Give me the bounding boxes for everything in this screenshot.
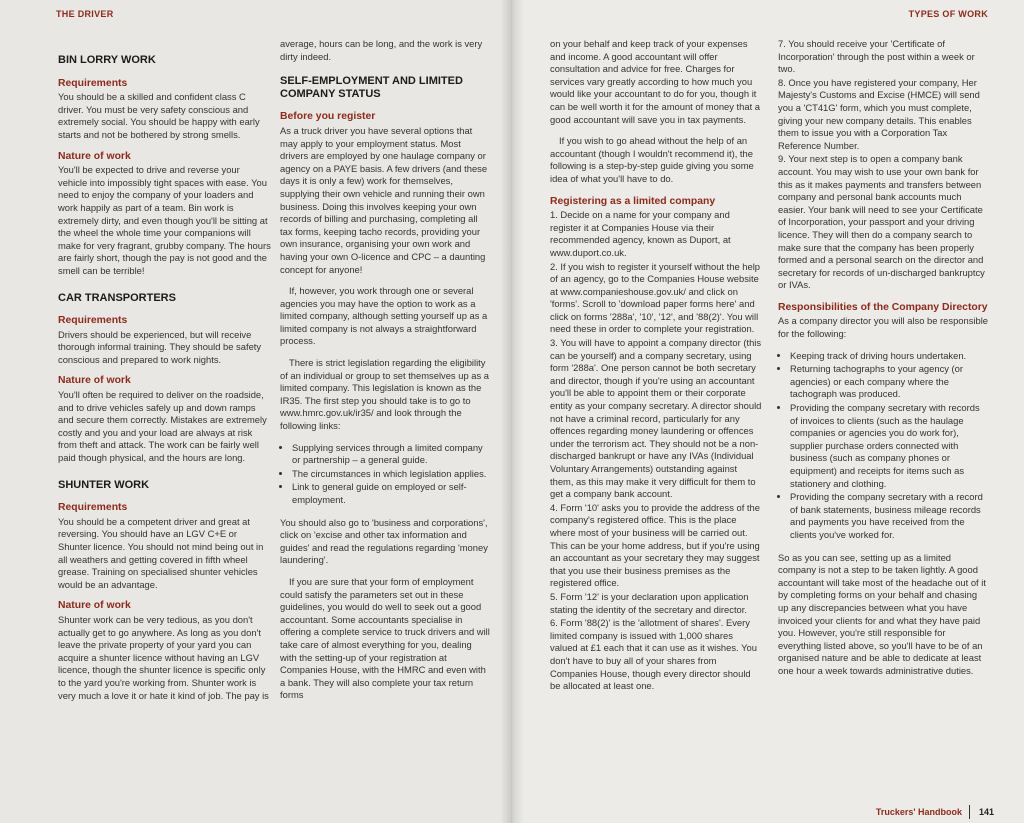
paragraph: You'll often be required to deliver on the roadside, and to drive vehicles safely up and down ramps and secure them correctly. Mistakes are extremely costly and you and your load are always at risk from theft and attack. The work can be fairly well paid though physical, and the hours are long. xyxy=(58,389,267,464)
paragraph: As a truck driver you have several options that may apply to your employment status. Most drivers are employed by one haulage company or agency on a PAYE basis. A few drivers (and these days it is only a few) work for themselves, supplying their own vehicle and running their own business. Doing this involves keeping your own records of billing and purchasing, completing all tax forms, keeping tacho records, providing your own insurance, organising your own work and having your own O-licence and CPC – a daunting concept for anyone! xyxy=(280,124,488,275)
paragraph: If you are sure that your form of employment could satisfy the parameters set out in these guidelines, you would do well to seek out a good accountant. Some accountants specialise in offering a complete service to truck drivers and will take care of almost everything for you, dealing with the setting-up of your registration at Companies House, with the HMRC and even with a bank. They will also complete your tax return forms xyxy=(280,575,490,701)
list-item: 9. Your next step is to open a company bank account. You may wish to use your own bank for this as it makes payments and transfers between company and personal bank accounts much easier. Your bank will need to see your Certificate of Incorporation, your passport and your driving licence. They will then do a company search to make sure that the company has been properly formed and a personal search on the director and secretary for records of un-discharged bankruptcy or IVAs. xyxy=(778,153,985,291)
subheading-nature-of-work: Nature of work xyxy=(58,150,131,162)
paragraph: You should be a competent driver and great at reversing. You should have an LGV C+E or Shunter licence. You should not mind being out in all weathers and getting covered in fifth wheel grease. Training on specialised shunter vehicles would be an advantage. xyxy=(58,515,264,590)
page-number: 141 xyxy=(978,807,994,817)
bullet-list xyxy=(280,442,490,507)
section-title-bin-lorry: BIN LORRY WORK xyxy=(58,54,156,66)
subheading-before-you-register: Before you register xyxy=(280,111,376,123)
footer-divider xyxy=(969,805,970,819)
left-column-1 xyxy=(58,38,271,711)
book-gutter xyxy=(500,0,524,823)
section-title-shunter-work: SHUNTER WORK xyxy=(58,478,150,491)
subheading-responsibilities: Responsibilities of the Company Directory xyxy=(778,301,988,313)
list-item: 3. You will have to appoint a company director (this can be yourself) and a company secretary, using form '288a'. One person cannot be both secretary and director, though if you're using an accountant you'll be able to appoint them or their corporate entity as your company secretary. A director should not have a criminal record, particularly for any offences regarding money laundering or offences under the terrorism act. They should not be a non-discharged bankrupt or have any IVAs (Individual Voluntary Arrangements) outstanding against them, as this may make it very difficult for them to get a company bank account. xyxy=(550,337,762,500)
subheading-requirements: Requirements xyxy=(58,77,128,89)
section-title-car-transporters: CAR TRANSPORTERS xyxy=(58,291,176,304)
paragraph: You should be a skilled and confident class C driver. You must be very safety conscious and extremely social. You should be happy with early starts and not be bothered by strong smells. xyxy=(58,91,260,140)
subheading-nature-of-work: Nature of work xyxy=(58,600,131,612)
list-item: 4. Form '10' asks you to provide the address of the company's registered office. This is the place where most of your business will be carried out. This can be your home address, but if you're using an accountant as your secretary they may suggest that you use their business premises as the registered office. xyxy=(550,501,760,589)
list-item: • The circumstances in which legislation applies. xyxy=(292,468,490,481)
list-item: • Supplying services through a limited company or partnership – a general guide. xyxy=(292,442,490,467)
section-title-self-employment: SELF-EMPLOYMENT AND LIMITED COMPANY STATUS xyxy=(280,75,463,100)
list-item: • Providing the company secretary with a record of bank statements, business mileage records and payments you have received from the clients you've worked for. xyxy=(790,491,988,541)
running-head-left: THE DRIVER xyxy=(56,9,114,19)
list-item: 8. Once you have registered your company, Her Majesty's Customs and Excise (HMCE) will send you a 'CT41G' form, which you must complete, giving your new company details. This enables them to issue you with a Corporation Tax Reference Number. xyxy=(778,76,980,151)
list-item: 2. If you wish to register it yourself without the help of an agency, go to the Companies House website at www.companieshouse.gov.uk/ and click on 'forms'. Scroll to 'download paper forms here' and click on forms '288a', '10', '12', and '88(2)'. You will need these in order to complete your registration. xyxy=(550,260,760,335)
bullet-list xyxy=(778,350,988,542)
right-column-1 xyxy=(550,38,762,701)
paragraph: Drivers should be experienced, but will receive thorough informal training. They should be safety conscious and prepared to work nights. xyxy=(58,328,262,365)
paragraph: If you wish to go ahead without the help of an accountant (though I wouldn't recommend it), the following is a step-by-step guide giving you some idea of what you'll have to do. xyxy=(550,135,754,184)
paragraph: So as you can see, setting up as a limited company is not a step to be taken lightly. A good accountant will take most of the headache out of it by completing forms on your behalf and chasing up any discrepancies between what you have invoiced your clients for and what they have paid you. However, you're still responsible for everything listed above, so you'll have to be of an organised nature and be able to dedicate at least one hour a week towards administrative duties. xyxy=(778,551,986,676)
paragraph: Shunter work can be very tedious, as you don't actually get to go anywhere. As long as you don't leave the private property of your yard you can acquire a shunter licence without having an LGV licence, though the shunter licence is specific only to the yard you're working from. Shunter work is very much a love it or hate it kind of job. The pay is xyxy=(58,613,269,701)
list-item: • Providing the company secretary with records of invoices to clients (such as the haulage companies or agencies you do work for), supplier purchase orders connected with business (such as company phones or equipment) and receipts for items such as stationery and clothing. xyxy=(790,402,988,490)
right-page xyxy=(512,0,1024,823)
list-item: 5. Form '12' is your declaration upon application stating the identity of the secretary and director. xyxy=(550,590,749,615)
paragraph: on your behalf and keep track of your expenses and income. A good accountant will offer consultation and advice for free. Charges for services vary greatly according to how much you would like your accountant to do for you, though it can be well worth it for the amount of money that a good accountant will save you in tax payments. xyxy=(550,38,761,125)
list-item: 7. You should receive your 'Certificate of Incorporation' through the post within a week or two. xyxy=(778,38,975,75)
subheading-requirements: Requirements xyxy=(58,315,128,327)
paragraph: As a company director you will also be responsible for the following: xyxy=(778,315,988,340)
paragraph: You'll be expected to drive and reverse your vehicle into impossibly tight spaces with ease. You need to enjoy the company of your loaders and work happily as part of a team. Bin work is extremely dirty, and even though you'll be sitting at the wheel the whole time your companions will make for very fragrant, grubby company. The hours are fairly short, though the pay is not good and the smell can be terrible! xyxy=(58,164,271,276)
list-item: 1. Decide on a name for your company and register it at Companies House via their recommended agency, known as Duport, at www.duport.co.uk. xyxy=(550,209,731,258)
subheading-registering: Registering as a limited company xyxy=(550,195,716,207)
list-item: • Returning tachographs to your agency (or agencies) or each company where the tachograph was produced. xyxy=(790,363,988,401)
paragraph: average, hours can be long, and the work is very dirty indeed. xyxy=(280,38,483,62)
list-item: 6. Form '88(2)' is the 'allotment of shares'. Every limited company is issued with 1,000 shares valued at £1 each that it can use as it wishes. You don't have to buy all of your shares from Companies House, though every director should be allocated at least one. xyxy=(550,617,757,692)
subheading-requirements: Requirements xyxy=(58,502,128,514)
list-item: • Keeping track of driving hours undertaken. xyxy=(790,350,988,363)
steps-list xyxy=(778,38,988,292)
subheading-nature-of-work: Nature of work xyxy=(58,375,131,387)
left-column-2 xyxy=(280,38,490,711)
steps-list xyxy=(550,209,762,693)
paragraph: You should also go to 'business and corporations', click on 'excise and other tax information and guides' and read the regulations regarding 'money laundering'. xyxy=(280,516,488,566)
list-item: • Link to general guide on employed or self-employment. xyxy=(292,481,490,506)
paragraph: There is strict legislation regarding the eligibility of an individual or group to set themselves up as a limited company. This legislation is known as the IR35. The first step you should take is to go to www.hmrc.gov.uk/ir35/ and look through the following links: xyxy=(280,357,489,432)
footer-book-title: Truckers' Handbook xyxy=(875,807,962,817)
paragraph: If, however, you work through one or several agencies you may have the option to work as a limited company, although setting yourself up as a limited company is not always a straightforward process. xyxy=(280,285,488,347)
right-column-2 xyxy=(778,38,988,687)
running-head-right: TYPES OF WORK xyxy=(908,9,988,19)
